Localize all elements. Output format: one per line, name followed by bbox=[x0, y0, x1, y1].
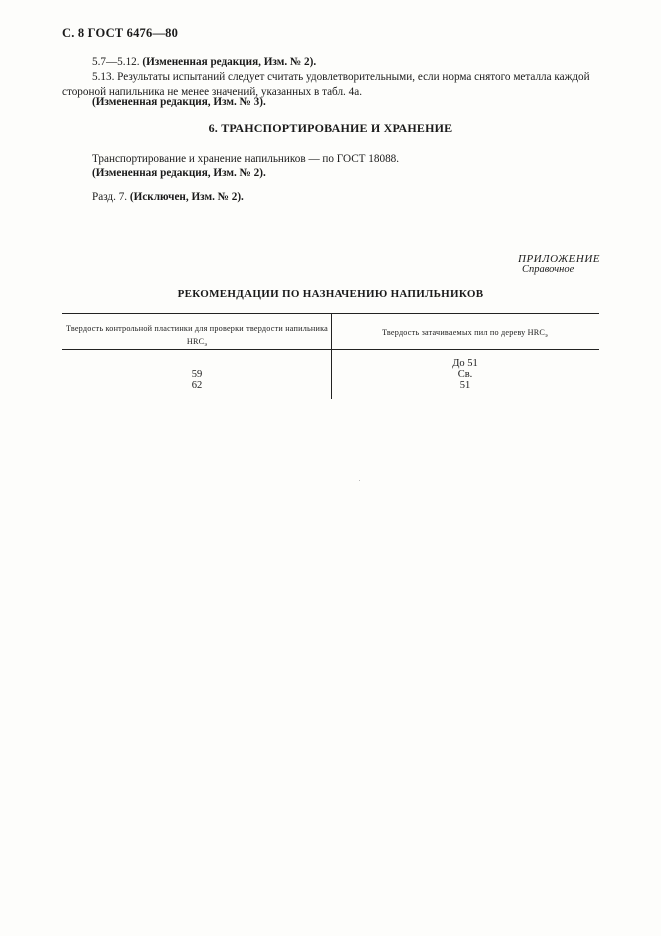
header-text: Твердость затачиваемых пил по дереву HRC bbox=[382, 328, 546, 337]
appendix-subtitle: Справочное bbox=[522, 264, 575, 275]
appendix-title: ПРИЛОЖЕНИЕ bbox=[518, 253, 600, 265]
amendment-note: (Измененная редакция, Изм. № 2). bbox=[142, 56, 317, 68]
header-subscript: э bbox=[204, 342, 208, 348]
clause-ref: 5.7—5.12. bbox=[92, 56, 140, 68]
table-cell: Св. bbox=[457, 369, 473, 380]
table-header-col1 bbox=[66, 322, 328, 352]
amendment-note: (Исключен, Изм. № 2). bbox=[129, 191, 244, 203]
table-column-divider bbox=[331, 313, 332, 399]
header-text: Твердость контрольной пластинки для проверки твердости напильника HRC bbox=[66, 324, 328, 346]
table-col1-values bbox=[66, 369, 328, 391]
paragraph-5-7-5-12 bbox=[92, 55, 316, 70]
paragraph-section-7 bbox=[92, 190, 244, 205]
scan-speck bbox=[359, 480, 360, 481]
table-cell: 62 bbox=[191, 380, 203, 391]
table-cell: 51 bbox=[459, 380, 471, 391]
paragraph-5-13: 5.13. Результаты испытаний следует считать удовлетворительными, если норма снятого металла каждой стороной напильника не менее значений, указанных в табл. 4а. bbox=[62, 71, 590, 98]
table-cell: До 51 bbox=[452, 358, 478, 369]
section-title: 6. ТРАНСПОРТИРОВАНИЕ И ХРАНЕНИЕ bbox=[208, 121, 453, 135]
section-ref: Разд. 7. bbox=[92, 191, 128, 203]
table-col2-values bbox=[334, 358, 596, 391]
table-cell: 59 bbox=[191, 369, 203, 380]
page-header: С. 8 ГОСТ 6476—80 bbox=[62, 26, 179, 40]
paragraph-transport: Транспортирование и хранение напильников — по ГОСТ 18088. bbox=[92, 153, 400, 165]
amendment-note: (Измененная редакция, Изм. № 3). bbox=[92, 96, 266, 108]
amendment-note: (Измененная редакция, Изм. № 2). bbox=[92, 167, 266, 179]
table-title: РЕКОМЕНДАЦИИ ПО НАЗНАЧЕНИЮ НАПИЛЬНИКОВ bbox=[177, 288, 484, 300]
table-header-col2 bbox=[334, 326, 596, 343]
header-subscript: э bbox=[545, 333, 548, 339]
